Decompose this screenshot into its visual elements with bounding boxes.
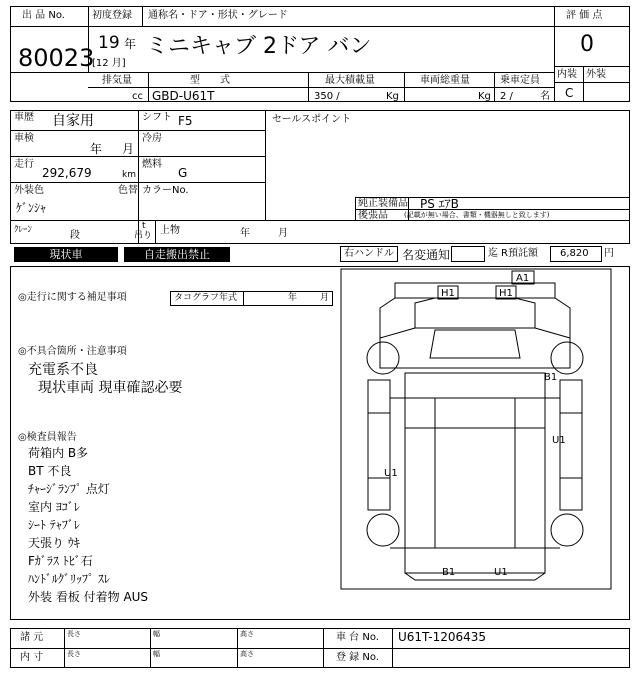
current-car-badge: 現状車 bbox=[14, 247, 118, 262]
self-drive-ban-badge: 自走搬出禁止 bbox=[124, 247, 230, 262]
capacity-unit: 名 bbox=[540, 91, 550, 102]
genuine: PS ｴｱB bbox=[420, 197, 459, 211]
name-change-label: 名変通知 bbox=[402, 248, 451, 262]
reg-label: 登 録 No. bbox=[336, 652, 379, 663]
aftermarket-label: 後張品 bbox=[358, 210, 388, 221]
kg-unit-1: Kg bbox=[386, 91, 399, 102]
crane-lift: 吊り bbox=[134, 231, 153, 241]
kg-unit-2: Kg bbox=[478, 91, 491, 102]
upper-year: 年 bbox=[240, 228, 250, 239]
upper-label: 上物 bbox=[160, 225, 180, 236]
fuel: G bbox=[178, 166, 188, 180]
specs-label: 諸 元 bbox=[20, 632, 44, 643]
fuel-label: 燃料 bbox=[142, 159, 162, 170]
inspection-year: 年 bbox=[90, 142, 103, 156]
tacho-year: 年 bbox=[288, 293, 298, 303]
mark-b1-right: B1 bbox=[544, 372, 558, 383]
crane-ton: t bbox=[142, 221, 146, 231]
max-load-label: 最大積載量 bbox=[325, 75, 375, 86]
tacho-label: タコグラフ年式 bbox=[174, 293, 238, 303]
ext-color-label: 外装色 bbox=[14, 185, 44, 196]
inspector-line: 外装 看板 付着物 AUS bbox=[28, 590, 149, 604]
color-code-label: カラーNo. bbox=[142, 185, 189, 196]
inspector-title: ◎検査員報告 bbox=[18, 432, 77, 443]
dims-label: 内 寸 bbox=[20, 652, 44, 663]
inspector-line: ﾁｬｰｼﾞﾗﾝﾌﾟ 点灯 bbox=[28, 482, 110, 496]
mark-h1-right: H1 bbox=[499, 288, 513, 299]
height-label: 高さ bbox=[240, 630, 254, 638]
capacity: 2 / bbox=[500, 91, 513, 102]
interior-grade: C bbox=[565, 86, 574, 100]
shift: F5 bbox=[178, 114, 193, 128]
width-label: 幅 bbox=[153, 650, 160, 658]
score: 0 bbox=[580, 32, 594, 57]
mark-h1-left: H1 bbox=[441, 288, 455, 299]
tacho-month: 月 bbox=[320, 293, 330, 303]
height-label: 高さ bbox=[240, 650, 254, 658]
defects-title: ◎不具合箇所・注意事項 bbox=[18, 346, 127, 357]
inspector-line: Fｶﾞﾗｽ ﾄﾋﾞ石 bbox=[28, 554, 93, 568]
mileage: 292,679 bbox=[42, 166, 92, 180]
mark-u1-right: U1 bbox=[552, 435, 566, 446]
exterior-label: 外装 bbox=[586, 69, 606, 80]
mark-b1-rear: B1 bbox=[442, 567, 456, 578]
history-label: 車歴 bbox=[14, 112, 34, 123]
mileage-check: 迄 bbox=[488, 248, 498, 259]
vehicle-damage-diagram bbox=[340, 268, 612, 590]
mark-u1-rear: U1 bbox=[494, 567, 508, 578]
first-reg-year: 19 bbox=[98, 33, 120, 53]
inspector-line: ｼｰﾄ ﾃｬﾌﾞﾚ bbox=[28, 518, 80, 532]
inspection-label: 車検 bbox=[14, 133, 34, 144]
right-hand-drive: 右ハンドル bbox=[344, 248, 394, 259]
defect-line-2: 現状車両 現車確認必要 bbox=[38, 380, 183, 396]
genuine-label: 純正装備品 bbox=[358, 198, 408, 209]
sales-point-label: セールスポイント bbox=[272, 114, 352, 125]
model-code: GBD-U61T bbox=[152, 89, 215, 103]
mark-a1: A1 bbox=[516, 273, 530, 284]
length-label: 長さ bbox=[67, 650, 81, 658]
first-reg-label: 初度登録 bbox=[92, 10, 132, 21]
inspection-month: 月 bbox=[122, 142, 135, 156]
chassis-no: U61T-1206435 bbox=[398, 630, 487, 644]
recycle-label: R預託額 bbox=[501, 248, 538, 259]
lot-no: 80023 bbox=[18, 44, 95, 72]
crane-level: 段 bbox=[70, 230, 80, 241]
width-label: 幅 bbox=[153, 630, 160, 638]
interior-label: 内装 bbox=[557, 69, 577, 80]
history: 自家用 bbox=[52, 113, 94, 129]
displacement-label: 排気量 bbox=[102, 75, 132, 86]
first-reg-month: [12 月] bbox=[92, 58, 126, 69]
score-label: 評 価 点 bbox=[566, 10, 603, 21]
color-change-label: 色替 bbox=[118, 185, 138, 196]
supplement-title: ◎走行に関する補足事項 bbox=[18, 292, 127, 303]
ext-color: ｹﾞﾝｼｬ bbox=[16, 201, 47, 215]
gross-weight-label: 車両総重量 bbox=[420, 75, 470, 86]
inspector-line: ﾊﾝﾄﾞﾙｸﾞﾘｯﾌﾟ ｽﾚ bbox=[28, 572, 110, 586]
aftermarket-note: (記載が無い場合、書類・機器無しと致します) bbox=[404, 211, 550, 219]
inspector-line: 天張り ｳｷ bbox=[28, 536, 80, 550]
type-label: 型 式 bbox=[190, 75, 230, 86]
name-change-box bbox=[451, 246, 485, 262]
recycle-amount: 6,820 bbox=[560, 248, 589, 259]
lot-no-label: 出 品 No. bbox=[22, 10, 65, 21]
inspector-line: 室内 ﾖｺﾞﾚ bbox=[28, 500, 80, 514]
inspector-line: BT 不良 bbox=[28, 464, 72, 478]
yen-unit: 円 bbox=[604, 248, 614, 259]
crane-label: ｸﾚｰﾝ bbox=[14, 225, 33, 235]
capacity-label: 乗車定員 bbox=[500, 75, 540, 86]
mileage-label: 走行 bbox=[14, 159, 34, 170]
defect-line-1: 充電系不良 bbox=[28, 362, 98, 378]
chassis-label: 車 台 No. bbox=[336, 632, 379, 643]
year-unit: 年 bbox=[124, 37, 137, 51]
aircon-label: 冷房 bbox=[142, 133, 162, 144]
max-load: 350 / bbox=[314, 91, 340, 102]
model-name: ミニキャブ 2ドア バン bbox=[146, 34, 372, 59]
shift-label: シフト bbox=[142, 112, 172, 123]
upper-month: 月 bbox=[278, 228, 288, 239]
inspector-line: 荷箱内 B多 bbox=[28, 446, 89, 460]
length-label: 長さ bbox=[67, 630, 81, 638]
km-unit: km bbox=[122, 170, 136, 180]
cc-unit: cc bbox=[132, 91, 143, 102]
mark-u1-left: U1 bbox=[384, 468, 398, 479]
model-label: 通称名・ドア・形状・グレード bbox=[148, 10, 288, 21]
